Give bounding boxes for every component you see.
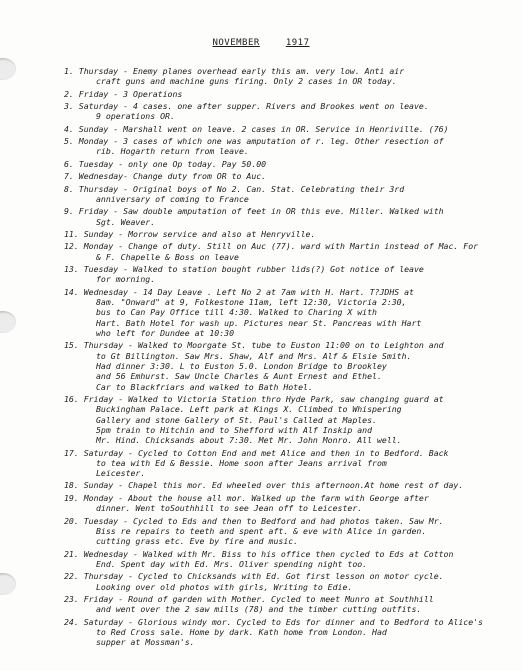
diary-entries xyxy=(64,66,514,650)
entry-continuation-line: Biss re repairs to teeth and spent aft. & eve with Alice in garden. xyxy=(96,525,427,536)
entry-first-line: 24. Saturday - Glorious windy mor. Cycled to Eds for dinner and to Bedford to Alice's xyxy=(64,616,483,627)
entry-continuation-line: who left for Dundee at 10:30 xyxy=(96,327,235,338)
entry-continuation-line: Hart. Bath Hotel for wash up. Pictures near St. Pancreas with Hart xyxy=(96,317,422,328)
diary-entry xyxy=(64,594,514,615)
entry-first-line: 11. Sunday - Morrow service and also at Henryville. xyxy=(64,229,316,239)
diary-entry xyxy=(64,171,514,181)
diary-entry xyxy=(64,480,514,490)
entry-continuation-line: Had dinner 3:30. L to Euston 5.0. London Bridge to Brookley xyxy=(96,360,387,371)
entry-first-line: 9. Friday - Saw double amputation of feet in OR this eve. Miller. Walked with xyxy=(64,206,444,217)
binder-hole xyxy=(0,311,16,333)
diary-entry xyxy=(64,287,514,338)
entry-continuation-line: Looking over old photos with girls, Writing to Edie. xyxy=(96,581,353,592)
title-year: 1917 xyxy=(285,38,310,48)
entry-first-line: 16. Friday - Walked to Victoria Station thro Hyde Park, saw changing guard at xyxy=(64,393,444,404)
diary-entry xyxy=(64,617,514,648)
entry-continuation-line: to tea with Ed & Bessie. Home soon after Jeans arrival from xyxy=(96,457,387,468)
entry-first-line: 14. Wednesday - 14 Day Leave . Left No 2 at 7am with H. Hart. T?JDHS at xyxy=(64,286,414,297)
entry-first-line: 3. Saturday - 4 cases. one after supper. Rivers and Brookes went on leave. xyxy=(64,101,429,112)
entry-continuation-line: to Gt Billington. Saw Mrs. Shaw, Alf and Mrs. Alf & Elsie Smith. xyxy=(96,350,412,361)
entry-first-line: 7. Wednesday- Change duty from OR to Auc. xyxy=(64,171,267,182)
binder-hole xyxy=(0,573,16,595)
entry-continuation-line: End. Spent day with Ed. Mrs. Oliver spending night too. xyxy=(96,558,368,569)
diary-entry xyxy=(64,394,514,445)
entry-continuation-line: supper at Mossman's. xyxy=(96,637,195,648)
diary-entry xyxy=(64,241,514,262)
entry-continuation-line: Car to Blackfriars and walked to Bath Hotel. xyxy=(96,381,313,392)
entry-continuation-line: Leicester. xyxy=(96,468,146,479)
entry-first-line: 21. Wednesday - Walked with Mr. Biss to his office then cycled to Eds at Cotton xyxy=(64,548,454,559)
entry-first-line: 6. Tuesday - only one Op today. Pay 50.00 xyxy=(64,158,267,169)
entry-continuation-line: Buckingham Palace. Left park at Kings X. Climbed to Whispering xyxy=(96,404,402,415)
diary-entry xyxy=(64,549,514,570)
entry-continuation-line: cutting grass etc. Eve by fire and music. xyxy=(96,536,299,547)
entry-first-line: 2. Friday - 3 Operations xyxy=(64,88,183,99)
diary-entry xyxy=(64,66,514,87)
binder-hole xyxy=(0,58,16,80)
entry-continuation-line: 5pm train to Hitchin and to Shefford with Alf Inskip and xyxy=(96,424,373,435)
entry-first-line: 4. Sunday - Marshall went on leave. 2 cases in OR. Service in Henriville. (76) xyxy=(64,123,449,134)
entry-first-line: 17. Saturday - Cycled to Cotton End and met Alice and then in to Bedford. Back xyxy=(64,447,449,458)
entry-continuation-line: dinner. Went toSouthhill to see Jean off to Leicester. xyxy=(96,503,363,514)
entry-first-line: 8. Thursday - Original boys of No 2. Can. Stat. Celebrating their 3rd xyxy=(64,183,405,194)
entry-first-line: 13. Tuesday - Walked to station bought rubber lids(?) Got notice of leave xyxy=(64,264,424,275)
entry-continuation-line: Gallery and stone Gallery of St. Paul's Called at Maples. xyxy=(96,414,377,425)
diary-entry xyxy=(64,101,514,122)
entry-continuation-line: to Red Cross sale. Home by dark. Kath home from London. Had xyxy=(96,626,387,637)
page-title xyxy=(0,38,522,48)
entry-first-line: 20. Tuesday - Cycled to Eds and then to Bedford and had photos taken. Saw Mr. xyxy=(64,515,444,526)
diary-entry xyxy=(64,159,514,169)
entry-first-line: 22. Thursday - Cycled to Chicksands with Ed. Got first lesson on motor cycle. xyxy=(64,571,444,582)
diary-entry xyxy=(64,340,514,391)
entry-continuation-line: anniversary of coming to France xyxy=(96,193,249,204)
entry-continuation-line: craft guns and machine guns firing. Only 2 cases in OR today. xyxy=(96,76,397,87)
diary-entry xyxy=(64,264,514,285)
diary-entry xyxy=(64,124,514,134)
diary-entry xyxy=(64,184,514,205)
entry-first-line: 1. Thursday - Enemy planes overhead early this am. very low. Anti air xyxy=(64,66,405,76)
entry-first-line: 19. Monday - About the house all mor. Walked up the farm with George after xyxy=(64,492,429,503)
diary-entry xyxy=(64,493,514,514)
diary-entry xyxy=(64,229,514,239)
entry-first-line: 18. Sunday - Chapel this mor. Ed wheeled over this afternoon.At home rest of day. xyxy=(64,480,464,491)
entry-first-line: 15. Thursday - Walked to Moorgate St. tube to Euston 11:00 on to Leighton and xyxy=(64,340,444,351)
diary-entry xyxy=(64,571,514,592)
entry-continuation-line: 9 operations OR. xyxy=(96,111,175,122)
entry-continuation-line: Mr. Hind. Chicksands about 7:30. Met Mr. John Monro. All well. xyxy=(96,435,402,446)
entry-continuation-line: Sgt. Weaver. xyxy=(96,216,156,227)
diary-entry xyxy=(64,136,514,157)
entry-continuation-line: bus to Can Pay Office till 4:30. Walked to Charing X with xyxy=(96,307,377,318)
diary-entry xyxy=(64,448,514,479)
entry-first-line: 12. Monday - Change of duty. Still on Auc (77). ward with Martin instead of Mac. For xyxy=(64,241,479,252)
title-month: NOVEMBER xyxy=(212,38,260,48)
entry-continuation-line: and went over the 2 saw mills (78) and the timber cutting outfits. xyxy=(96,604,422,615)
diary-entry xyxy=(64,206,514,227)
entry-continuation-line: & F. Chapelle & Boss on leave xyxy=(96,251,239,262)
entry-continuation-line: for morning. xyxy=(96,274,156,285)
entry-continuation-line: and 56 Emhurst. Saw Uncle Charles & Aunt Ernest and Ethel. xyxy=(96,371,382,382)
diary-entry xyxy=(64,516,514,547)
entry-continuation-line: rib. Hogarth return from leave. xyxy=(96,146,249,157)
entry-first-line: 5. Monday - 3 cases of which one was amputation of r. leg. Other resection of xyxy=(64,136,444,147)
entry-first-line: 23. Friday - Round of garden with Mother. Cycled to meet Munro at Southhill xyxy=(64,593,434,604)
diary-entry xyxy=(64,89,514,99)
entry-continuation-line: 8am. "Onward" at 9, Folkestone 11am, left 12:30, Victoria 2:30, xyxy=(96,297,407,308)
